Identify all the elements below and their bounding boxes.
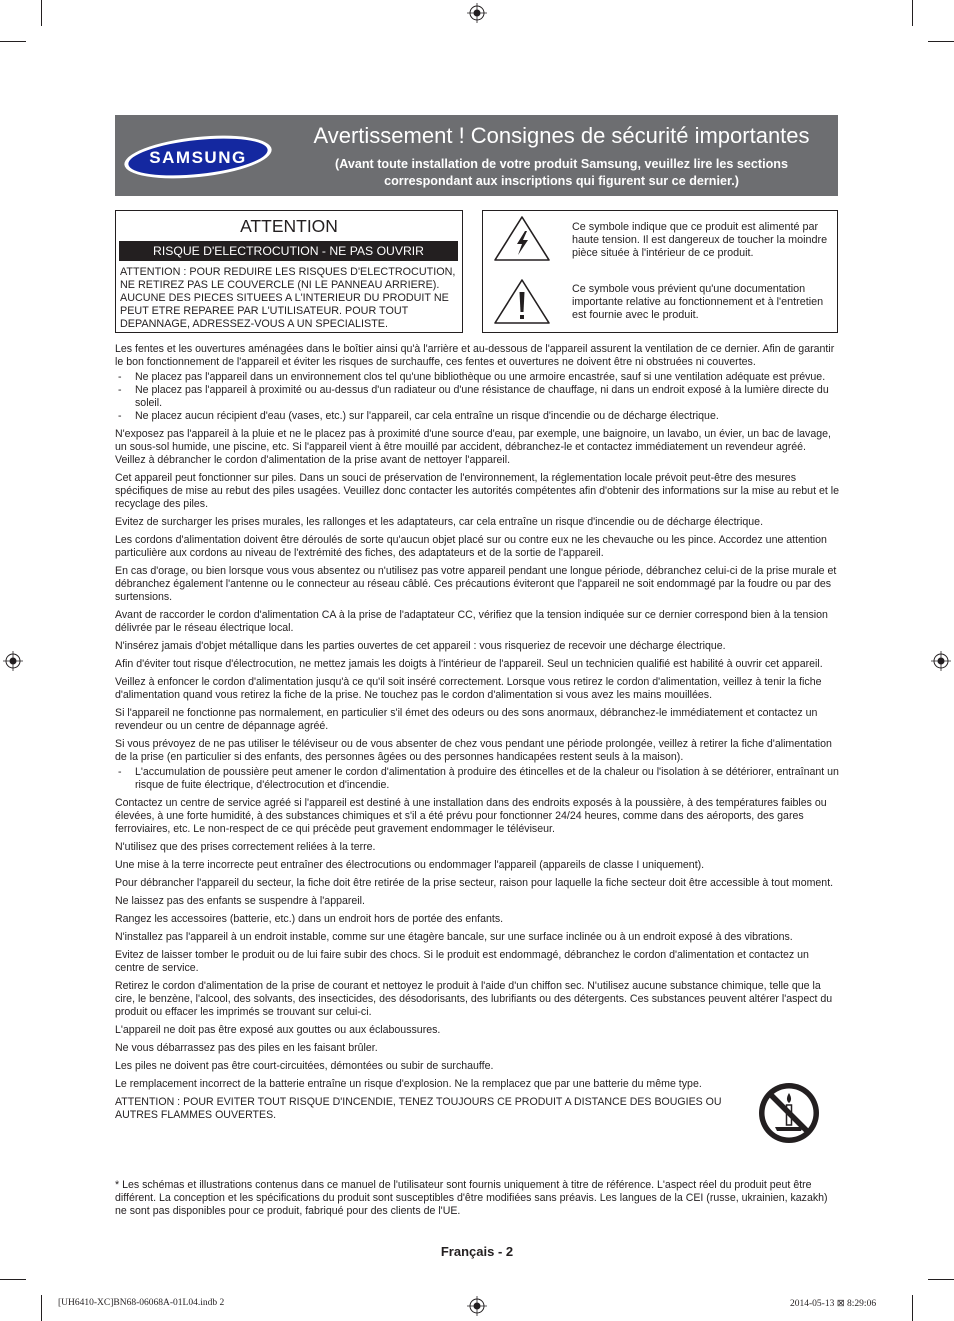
paragraph: Pour débrancher l'appareil du secteur, la fiche doit être retirée de la prise secteur, raison pour laquelle la fiche secteur doit être accessible à tout moment.	[115, 877, 834, 889]
registration-mark-icon	[467, 1296, 487, 1316]
paragraph: ATTENTION : POUR EVITER TOUT RISQUE D'INCENDIE, TENEZ TOUJOURS CE PRODUIT A DISTANCE DES BOUGIES OU AUTRES FLAMMES OUVERTES.	[115, 1096, 722, 1121]
high-voltage-icon	[491, 213, 553, 263]
registration-mark-icon	[931, 651, 951, 671]
crop-mark	[912, 1295, 913, 1321]
paragraph: N'exposez pas l'appareil à la pluie et ne le placez pas à proximité d'une source d'eau, par exemple, une baignoire, un lavabo, un évier, un bac de lavage, un sous-sol humide, une piscine, etc. Si l'appareil vient à être mouillé par accident, débranchez-le et contactez immédiatement un revendeur agréé. Veillez à débrancher le cordon d'alimentation de la prise avant de nettoyer l'appareil.	[115, 428, 831, 466]
paragraph: En cas d'orage, ou bien lorsque vous vous absentez ou n'utilisez pas votre appareil pendant une longue période, débranchez celui-ci de la prise murale et débranchez également l'antenne ou le connecteur au réseau câblé. Ces précautions éviteront que l'appareil ne soit endommagé par la foudre ou par des surtensions.	[115, 565, 837, 603]
no-open-flame-icon	[757, 1081, 821, 1145]
registration-mark-icon	[467, 3, 487, 23]
paragraph: Contactez un centre de service agréé si l'appareil est destiné à une installation dans des endroits exposés à la poussière, à des températures faibles ou élevées, à une forte humidité, à des substances chimiques et s'il a été prévu pour fonctionner 24/24 heures, comme dans des aéroports, des gares ferroviaires, etc. Le non-respect de ce qui précède peut gravement endommager le téléviseur.	[115, 797, 827, 835]
paragraph: Si vous prévoyez de ne pas utiliser le téléviseur ou de vous absenter de chez vous pendant une période prolongée, veillez à retirer la fiche d'alimentation de la prise (en particulier si des enfants, des personnes âgées ou des personnes handicapées restent seuls à la maison).	[115, 738, 832, 763]
exclamation-warning-icon	[491, 276, 553, 326]
paragraph: Rangez les accessoires (batterie, etc.) dans un endroit hors de portée des enfants.	[115, 913, 504, 925]
safety-instructions	[115, 343, 839, 1127]
attention-warning-bar: RISQUE D'ELECTROCUTION - NE PAS OUVRIR	[119, 241, 458, 261]
samsung-logo-icon	[123, 135, 273, 179]
paragraph: Cet appareil peut fonctionner sur piles. Dans un souci de préservation de l'environnement, la réglementation locale prévoit peut-être des mesures spécifiques de mise au rebut des piles usagées. Veuillez donc contacter les autorités compétentes afin d'obtenir des informations sur la mise au rebut et le recyclage des piles.	[115, 472, 839, 510]
paragraph: Les piles ne doivent pas être court-circuitées, démontées ou subir de surchauffe.	[115, 1060, 494, 1072]
paragraph: Evitez de laisser tomber le produit ou de lui faire subir des chocs. Si le produit est endommagé, débranchez le cordon d'alimentation et contactez un centre de service.	[115, 949, 809, 974]
list-item: - Ne placez aucun récipient d'eau (vases, etc.) sur l'appareil, car cela entraîne un risque d'incendie ou de décharge électrique.	[115, 410, 839, 423]
paragraph: Evitez de surcharger les prises murales, les rallonges et les adaptateurs, car cela entraîne un risque d'incendie ou de décharge électrique.	[115, 516, 764, 528]
paragraph: Le remplacement incorrect de la batterie entraîne un risque d'explosion. Ne la remplacez que par une batterie du même type.	[115, 1078, 702, 1090]
paragraph: Si l'appareil ne fonctionne pas normalement, en particulier s'il émet des odeurs ou des sons anormaux, débranchez-le immédiatement et contactez un revendeur ou un centre de dépannage agréé.	[115, 707, 818, 732]
exclamation-symbol-text: Ce symbole vous prévient qu'une documentation importante relative au fonctionnement et à l'entretien est fournie avec le produit.	[572, 283, 824, 321]
crop-mark	[41, 1295, 42, 1321]
attention-text: ATTENTION : POUR REDUIRE LES RISQUES D'ELECTROCUTION, NE RETIREZ PAS LE COUVERCLE (NI LE PANNEAU ARRIERE). AUCUNE DES PIECES SITUEES A L'INTERIEUR DU PRODUIT NE PEUT ETRE REPAREE PAR L'UTILISATEUR. POUR TOUT DEPANNAGE, ADRESSEZ-VOUS A UN SPECIALISTE.	[120, 266, 456, 330]
voltage-symbol-text: Ce symbole indique que ce produit est alimenté par haute tension. Il est dangereux de toucher la moindre pièce située à l'intérieur de ce produit.	[572, 221, 828, 259]
symbols-box	[482, 210, 838, 333]
paragraph: L'appareil ne doit pas être exposé aux gouttes ou aux éclaboussures.	[115, 1024, 441, 1036]
paragraph: Une mise à la terre incorrecte peut entraîner des électrocutions ou endommager l'appareil (appareils de classe I uniquement).	[115, 859, 705, 871]
footnote: * Les schémas et illustrations contenus dans ce manuel de l'utilisateur sont fournis uniquement à titre de référence. L'aspect réel du produit peut être différent. La conception et les spécifications du produit sont susceptibles d'être modifiées sans préavis. Les langues de la CEI (russe, ukrainien, kazakh) ne sont pas disponibles pour ce produit, fabriqué pour des clients de l'UE.	[115, 1179, 828, 1217]
attention-box	[115, 210, 463, 333]
page-subtitle	[300, 156, 823, 190]
attention-title: ATTENTION	[240, 216, 338, 236]
paragraph: Ne vous débarrassez pas des piles en les faisant brûler.	[115, 1042, 378, 1054]
header-banner	[115, 115, 838, 196]
paragraph: N'utilisez que des prises correctement reliées à la terre.	[115, 841, 376, 853]
paragraph: Veillez à enfoncer le cordon d'alimentation jusqu'à ce qu'il soit inséré correctement. Lorsque vous retirez le cordon d'alimentation, veillez à tenir la fiche d'alimentation quand vous retirez la fiche de la prise. Ne touchez pas le cordon d'alimentation si vous avez les mains mouillées.	[115, 676, 822, 701]
paragraph: Ne laissez pas des enfants se suspendre à l'appareil.	[115, 895, 365, 907]
page-number: Français - 2	[440, 1244, 514, 1259]
print-slug-date: 2014-05-13 ⊠ 8:29:06	[790, 1299, 877, 1309]
crop-mark	[928, 1279, 954, 1280]
paragraph: Avant de raccorder le cordon d'alimentation CA à la prise de l'adaptateur CC, vérifiez que la tension indiquée sur ce dernier correspond bien à la tension délivrée par le réseau électrique local.	[115, 609, 828, 634]
paragraph: Les fentes et les ouvertures aménagées dans le boîtier ainsi qu'à l'arrière et au-dessous de l'appareil assurent la ventilation de ce dernier. Afin de garantir le bon fonctionnement de l'appareil et éviter les risques de surchauffe, ces fentes et ouvertures ne doivent être ni obstruées ni couvertes.	[115, 343, 835, 368]
crop-mark	[0, 1279, 26, 1280]
paragraph: Les cordons d'alimentation doivent être déroulés de sorte qu'aucun objet placé sur ou contre eux ne les chevauche ou les pince. Accordez une attention particulière aux cordons au niveau de l'extrémité des fiches, des adaptateurs et de la sortie de l'appareil.	[115, 534, 827, 559]
crop-mark	[0, 41, 26, 42]
list-item: - Ne placez pas l'appareil à proximité ou au-dessus d'un radiateur ou d'une résistance de chauffage, ni dans un endroit exposé à la lumière directe du soleil.	[115, 384, 839, 410]
page-title: Avertissement ! Consignes de sécurité importantes	[313, 123, 810, 148]
list-item: - L'accumulation de poussière peut amener le cordon d'alimentation à produire des étincelles et de la chaleur ou l'isolation à se détériorer, entraînant un risque de fuite électrique, d'électrocution et d'incendie.	[115, 766, 839, 792]
crop-mark	[41, 0, 42, 26]
print-slug-file: [UH6410-XC]BN68-06068A-01L04.indb 2	[58, 1298, 225, 1308]
paragraph: N'insérez jamais d'objet métallique dans les parties ouvertes de cet appareil : vous risqueriez de recevoir une décharge électrique.	[115, 640, 726, 652]
subtitle-line: (Avant toute installation de votre produit Samsung, veuillez lire les sections	[335, 157, 788, 171]
list-item: - Ne placez pas l'appareil dans un environnement clos tel qu'une bibliothèque ou une armoire encastrée, sauf si une ventilation adéquate est prévue.	[115, 371, 839, 384]
paragraph: Afin d'éviter tout risque d'électrocution, ne mettez jamais les doigts à l'intérieur de l'appareil. Seul un technicien qualifié est habilité à ouvrir cet appareil.	[115, 658, 823, 670]
crop-mark	[912, 0, 913, 26]
paragraph: Retirez le cordon d'alimentation de la prise de courant et nettoyez le produit à l'aide d'un chiffon sec. N'utilisez aucune substance chimique, telle que la cire, le benzène, l'alcool, des solvants, des insecticides, des désodorisants, des lubrifiants ou des détergents. Ces substances peuvent altérer l'aspect du produit ou effacer les imprimés se trouvant sur celui-ci.	[115, 980, 833, 1018]
subtitle-line: correspondant aux inscriptions qui figurent sur ce dernier.)	[384, 174, 739, 188]
paragraph: N'installez pas l'appareil à un endroit instable, comme sur une étagère bancale, sur une surface inclinée ou à un endroit exposé à des vibrations.	[115, 931, 793, 943]
brand-text: SAMSUNG	[149, 148, 247, 167]
crop-mark	[928, 41, 954, 42]
registration-mark-icon	[3, 651, 23, 671]
